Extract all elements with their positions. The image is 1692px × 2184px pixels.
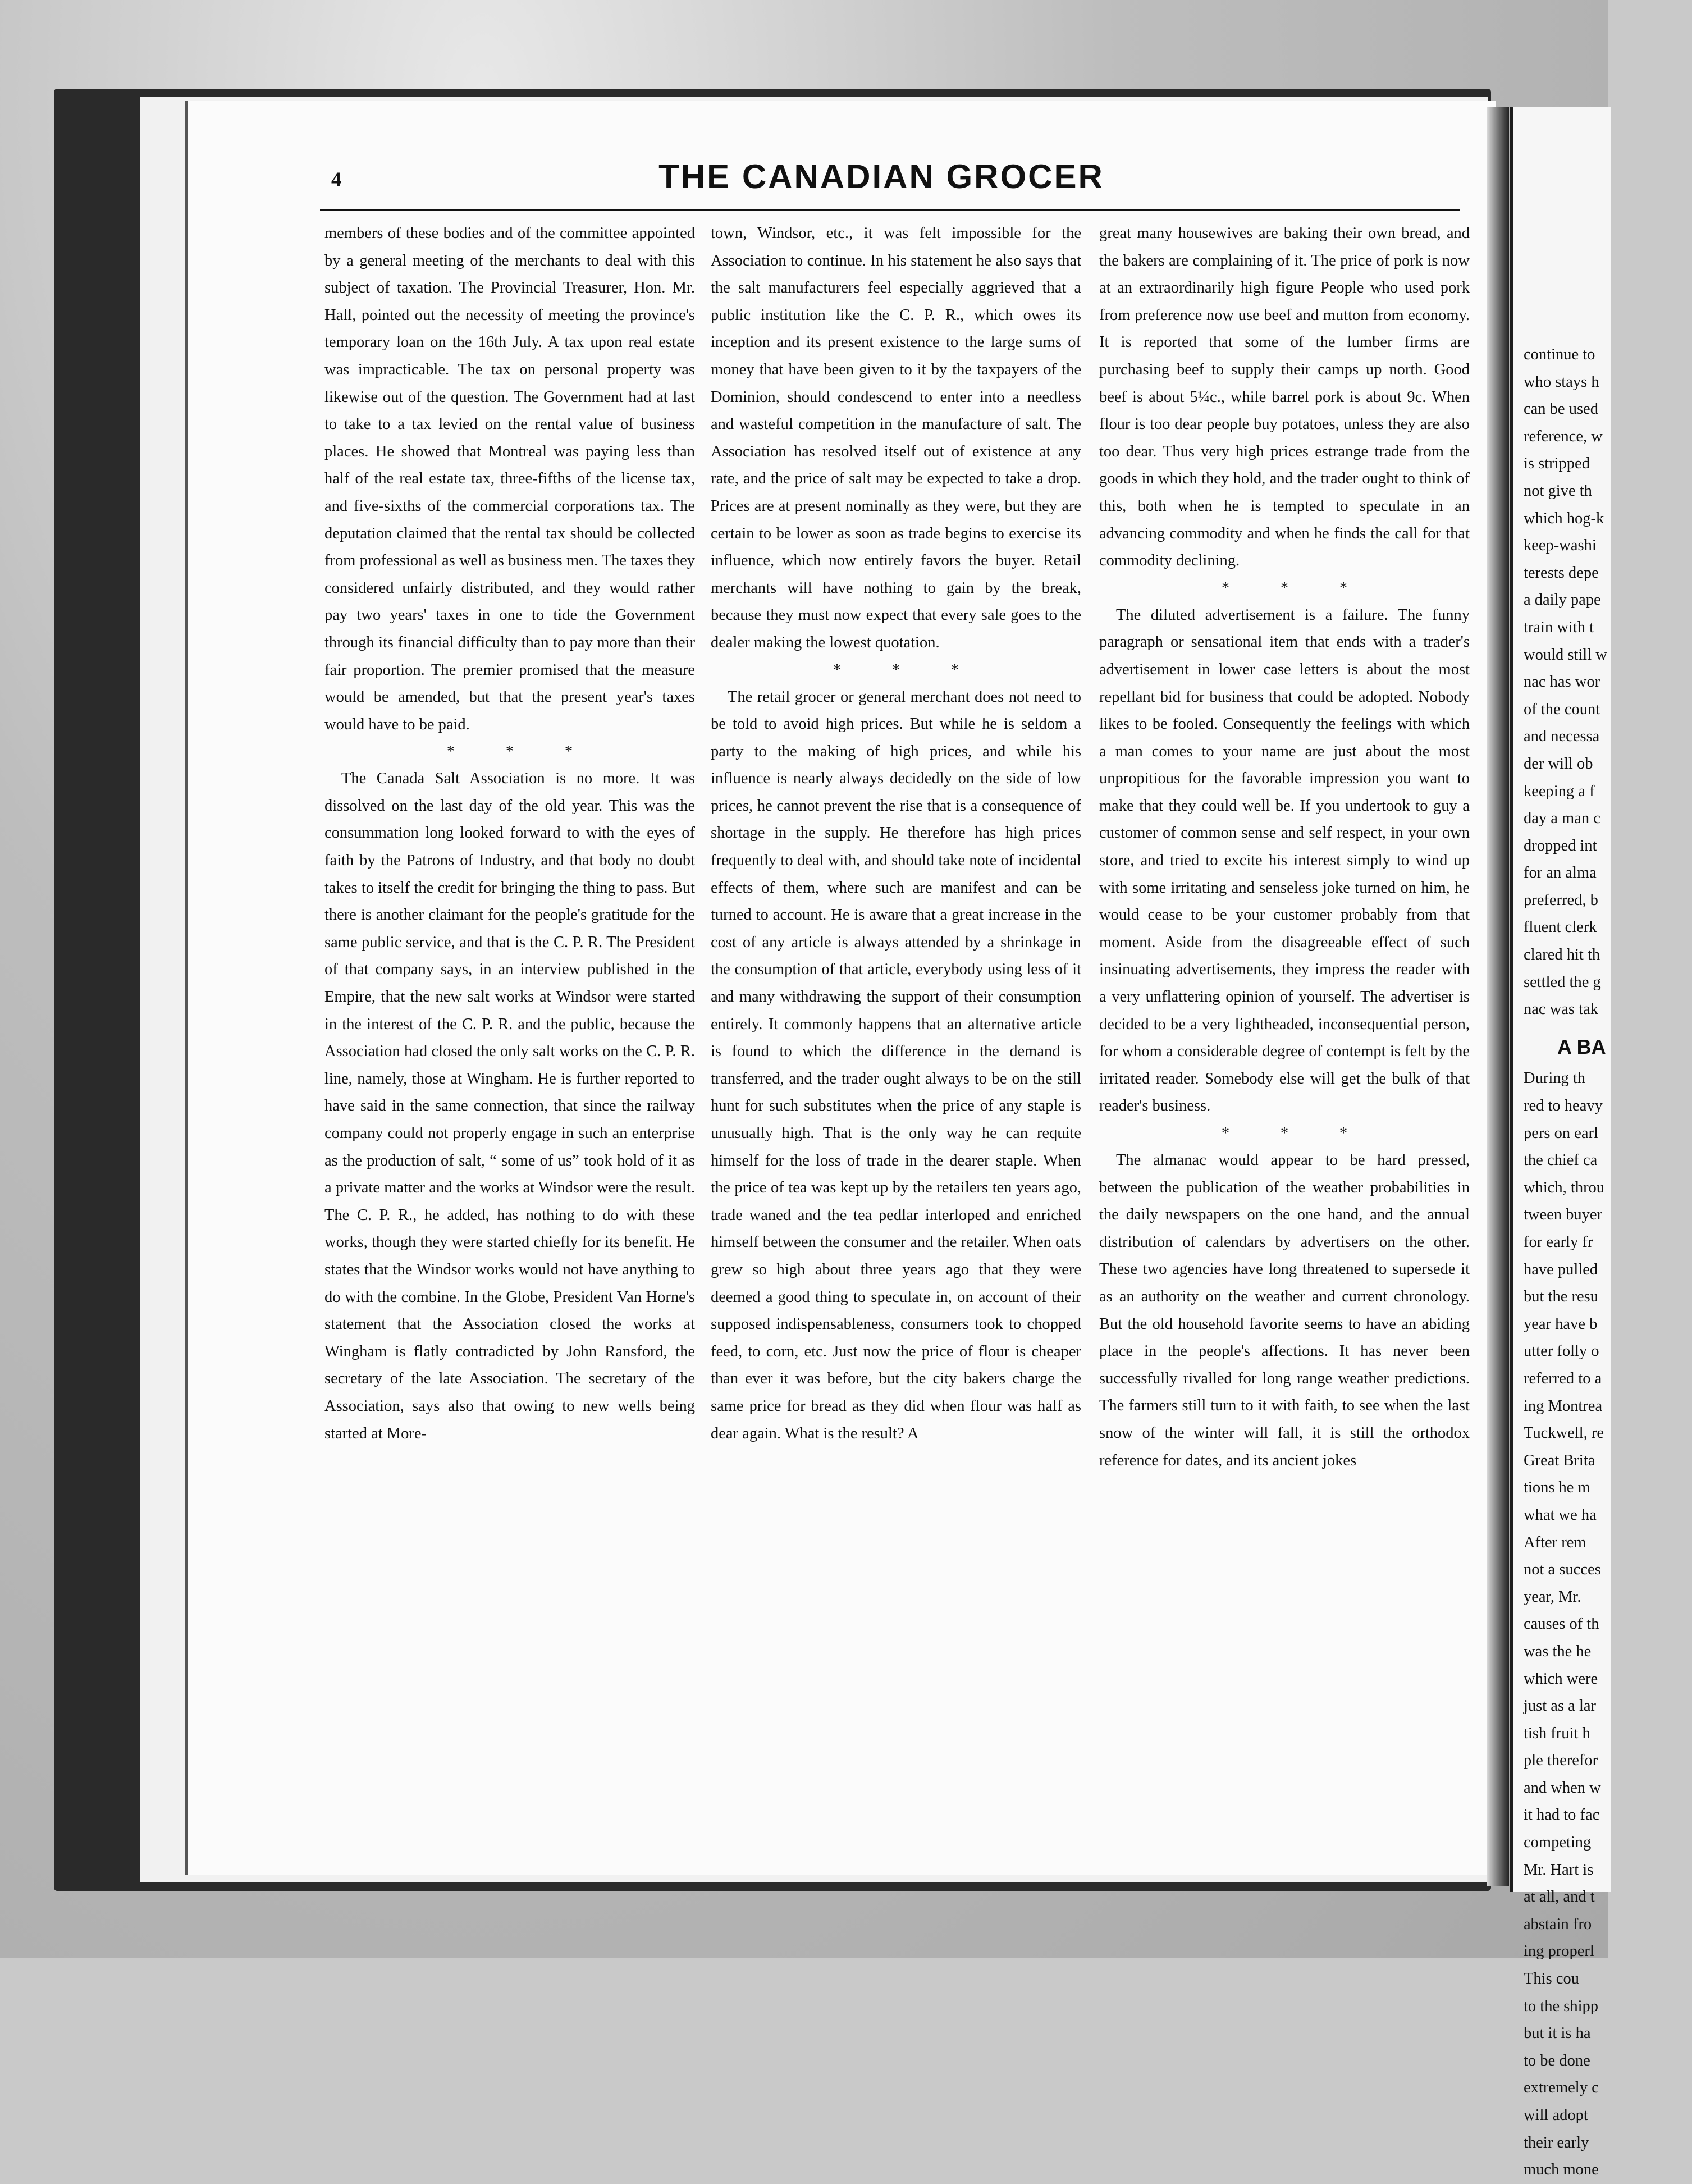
adjacent-page-line: to the shipp <box>1524 1997 1598 2015</box>
paragraph: members of these bodies and of the committee appointed by a general meeting of the merchants to deal with this subject of taxation. The Provincial Treasurer, Hon. Mr. Hall, pointed out the necessity of meeting the province's temporary loan on the 16th July. A tax upon real estate was impracticable. The tax on personal property was likewise out of the question. The Government had at last to take to a tax levied on the rental value of business places. He showed that Montreal was paying less than half of the real estate tax, three-fifths of the license tax, and five-sixths of the commercial corporations tax. The deputation claimed that the rental tax should be collected from professional as well as business men. The taxes they considered unfairly distributed, and they would rather pay two years' taxes in one to tide the Government through its financial difficulty than to pay more than their fair proportion. The premier promised that the measure would be amended, but that the present year's taxes would have to be paid. <box>324 225 695 733</box>
adjacent-page-line: ple therefor <box>1524 1752 1598 1770</box>
adjacent-page-line: keeping a f <box>1524 782 1595 800</box>
page-number: 4 <box>331 168 341 190</box>
page-header <box>303 152 1460 213</box>
adjacent-page-line: causes of th <box>1524 1615 1599 1633</box>
adjacent-page-line: ing properl <box>1524 1943 1594 1961</box>
paragraph: town, Windsor, etc., it was felt impossible for the Association to continue. In his statement he also says that the salt manufacturers feel especially aggrieved that a public institution like the C. P. R., which owes its inception and its present existence to the large sums of money that have been given to it by the taxpayers of the Dominion, should condescend to enter into a needless and wasteful competition in the manufacture of salt. The Association has resolved itself out of existence at any rate, and the price of salt may be expected to take a drop. Prices are at present nominally as they were, but they are certain to be lower as soon as trade begins to exercise its influence, which now entirely favors the buyer. Retail merchants will have nothing to gain by the break, because they must now expect that every sale goes to the dealer making the lowest quotation. <box>711 225 1081 651</box>
adjacent-page-line: pers on earl <box>1524 1124 1598 1142</box>
adjacent-page-line: which hog-k <box>1524 509 1604 527</box>
adjacent-page-line: nac was tak <box>1524 1000 1598 1018</box>
adjacent-page-line: Tuckwell, re <box>1524 1424 1604 1442</box>
adjacent-page-lines-bottom <box>1524 1065 1692 2183</box>
paragraph: The almanac would appear to be hard pressed, between the publication of the weather probabilities in the daily newspapers on the one hand, and the annual distribution of calendars by advertisers on the other. These two agencies have long threatened to supersede it as an authority on the weather and current chronology. But the old household favorite seems to have an abiding place in the people's affections. It has never been successfully rivalled for long range weather predictions. The farmers still turn to it with faith, to see when the last snow of the winter will fall, it is still the orthodox reference for dates, and its ancient jokes <box>1099 1152 1470 1469</box>
adjacent-page-line: clared hit th <box>1524 946 1600 964</box>
adjacent-page-line: to be done <box>1524 2052 1590 2069</box>
adjacent-page-line: This cou <box>1524 1970 1579 1988</box>
adjacent-page-line: fluent clerk <box>1524 919 1597 936</box>
adjacent-page-line: nac has wor <box>1524 673 1600 691</box>
adjacent-page-line: for an alma <box>1524 864 1597 882</box>
adjacent-page-line: would still w <box>1524 646 1607 664</box>
section-divider: * * * <box>1222 579 1371 597</box>
adjacent-page-line: much mone <box>1524 2161 1599 2179</box>
adjacent-page-line: preferred, b <box>1524 891 1598 909</box>
adjacent-page-line: who stays h <box>1524 373 1599 391</box>
paragraph: The retail grocer or general merchant does not need to be told to avoid high prices. But while he is seldom a party to the making of high prices, and while his influence is nearly always decidedly on the side of low prices, he cannot prevent the rise that is a consequence of shortage in the supply. He therefore has high prices frequently to deal with, and should take note of incidental effects of them, where such are manifest and can be turned to account. He is aware that a great increase in the cost of any article is always attended by a shrinkage in the consumption of that article, everybody using less of it and many withdrawing the support of their consumption entirely. It commonly happens that an alternative article is found to which the difference in the demand is transferred, and the trader ought always to be on the still hunt for such substitutes when the price of any staple is unusually high. That is the only way he can requite himself for the loss of trade in the dearer staple. When the price of tea was kept up by the retailers ten years ago, trade waned and the tea pedlar interloped and enriched himself between the consumer and the retailer. When oats grew so high about three years ago that they were deemed a good thing to speculate in, on account of their supposed indispensableness, consumers took to chopped feed, to corn, etc. Just now the price of flour is cheaper than ever it was before, but the city bakers charge the same price for bread as they did when flour was half as dear again. What is the result? A <box>711 688 1081 1442</box>
adjacent-page-line: tions he m <box>1524 1479 1590 1497</box>
section-divider: * * * <box>447 743 596 761</box>
adjacent-page-line: utter folly o <box>1524 1342 1599 1360</box>
adjacent-page-line: the chief ca <box>1524 1152 1598 1169</box>
adjacent-page-line: referred to a <box>1524 1369 1602 1387</box>
page-gutter <box>1487 107 1509 1886</box>
adjacent-page-line: can be used <box>1524 400 1598 418</box>
adjacent-page-line: ing Montrea <box>1524 1397 1603 1415</box>
adjacent-page-line: year, Mr. <box>1524 1588 1581 1606</box>
adjacent-page-line: continue to <box>1524 346 1595 363</box>
adjacent-page-line: reference, w <box>1524 427 1603 445</box>
adjacent-page-line: not give th <box>1524 482 1592 500</box>
adjacent-page-line: not a succes <box>1524 1561 1601 1579</box>
paragraph: The diluted advertisement is a failure. The funny paragraph or sensational item that ends with a trader's advertisement in lower case letters is about the most repellant bid for business that could be adopted. Nobody likes to be fooled. Consequently the feelings with which a man comes to your name are just about the most unpropitious for the favorable impression you want to make that they could well be. If you undertook to guy a customer of common sense and self respect, in your own store, and tried to excite his interest simply to wind up with some irritating and senseless joke turned on him, he would cease to be your customer probably from that moment. Aside from the disagreeable effect of such insinuating advertisements, they impress the reader with a very unflattering opinion of yourself. The advertiser is decided to be a very lightheaded, inconsequential person, for whom a considerable degree of contempt is felt by the irritated reader. Somebody else will get the bulk of that reader's business. <box>1099 606 1470 1115</box>
adjacent-page-line: a daily pape <box>1524 591 1601 609</box>
column-1 <box>324 220 695 1447</box>
adjacent-page-line: their early <box>1524 2133 1589 2151</box>
publication-title: THE CANADIAN GROCER <box>658 158 1104 195</box>
adjacent-page-line: settled the g <box>1524 973 1601 991</box>
adjacent-page-line: During th <box>1524 1070 1586 1088</box>
adjacent-page-line: it had to fac <box>1524 1806 1600 1824</box>
adjacent-page-line: extremely c <box>1524 2079 1599 2097</box>
adjacent-page-line: just as a lar <box>1524 1697 1597 1715</box>
adjacent-page-line: tween buyer <box>1524 1206 1603 1224</box>
adjacent-page-line: year have b <box>1524 1315 1598 1333</box>
adjacent-page-line: After rem <box>1524 1533 1586 1551</box>
column-3 <box>1099 220 1470 1474</box>
adjacent-page-text <box>1524 341 1692 2184</box>
header-rule <box>320 209 1460 211</box>
adjacent-page-line: of the count <box>1524 700 1600 718</box>
adjacent-page-lines-top <box>1524 341 1692 1024</box>
adjacent-page-line: Mr. Hart is <box>1524 1861 1594 1879</box>
adjacent-page-line: is stripped <box>1524 455 1590 473</box>
adjacent-page-line: what we ha <box>1524 1506 1597 1524</box>
adjacent-page-line: red to heavy <box>1524 1097 1603 1115</box>
adjacent-page-heading: A BA <box>1557 1035 1606 1058</box>
adjacent-page-line: was the he <box>1524 1642 1592 1660</box>
adjacent-page-edge <box>1510 107 1611 2179</box>
adjacent-page-line: dropped int <box>1524 837 1597 855</box>
adjacent-page-line: Great Brita <box>1524 1451 1595 1469</box>
adjacent-page-line: and necessa <box>1524 728 1600 746</box>
adjacent-page-line: train with t <box>1524 618 1594 636</box>
adjacent-page-line: which, throu <box>1524 1178 1605 1196</box>
adjacent-page-line: competing <box>1524 1834 1592 1852</box>
adjacent-page-line: terests depe <box>1524 564 1599 582</box>
paragraph: The Canada Salt Association is no more. It was dissolved on the last day of the old year. This was the consummation long looked forward to with the eyes of faith by the Patrons of Industry, and that body no doubt takes to itself the credit for bringing the thing to pass. But there is another claimant for the people's gratitude for the same public service, and that is the C. P. R. The President of that company says, in an interview published in the Empire, that the new salt works at Windsor were started in the interest of the C. P. R. and the public, because the Association had closed the only salt works on the C. P. R. line, namely, those at Wingham. He is further reported to have said in the same connection, that since the railway company could not properly engage in such an enterprise as the production of salt, “ some of us” took hold of it as a private matter and the works at Windsor were the result. The C. P. R., he added, has nothing to do with these works, though they were started chiefly for its benefit. He states that the Windsor works would not have anything to do with the combine. In the Globe, President Van Horne's statement that the Association closed the works at Wingham is flatly contradicted by John Ransford, the secretary of the late Association. The secretary of the Association, says also that owing to new wells being started at More- <box>324 770 695 1442</box>
adjacent-page-line: day a man c <box>1524 810 1600 828</box>
adjacent-page-line: for early fr <box>1524 1233 1593 1251</box>
adjacent-page-line: keep-washi <box>1524 537 1597 555</box>
adjacent-page-line: but the resu <box>1524 1288 1598 1306</box>
section-divider: * * * <box>833 661 982 679</box>
section-divider: * * * <box>1222 1125 1371 1142</box>
adjacent-page-line: and when w <box>1524 1779 1601 1797</box>
adjacent-page-line: but it is ha <box>1524 2025 1591 2043</box>
adjacent-page-line: will adopt <box>1524 2107 1588 2124</box>
adjacent-page-line: which were <box>1524 1670 1598 1688</box>
adjacent-page-line: at all, and t <box>1524 1888 1595 1906</box>
adjacent-page-line: tish fruit h <box>1524 1724 1590 1742</box>
adjacent-page-line: abstain fro <box>1524 1915 1592 1933</box>
paragraph: great many housewives are baking their own bread, and the bakers are complaining of it. The price of pork is now at an extraordinarily high figure People who used pork from preference now use beef and mutton from economy. It is reported that some of the lumber firms are purchasing beef to supply their camps up north. Good beef is about 5¼c., while barrel pork is about 9c. When flour is too dear people buy potatoes, unless they are also too dear. Thus very high prices estrange trade from the goods in which they hold, and the trader ought to think of this, both when he is tempted to speculate in an advancing commodity and when he finds the call for that commodity declining. <box>1099 225 1470 570</box>
adjacent-page-line: der will ob <box>1524 755 1593 773</box>
column-2 <box>711 220 1081 1447</box>
adjacent-page-line: have pulled <box>1524 1260 1598 1278</box>
